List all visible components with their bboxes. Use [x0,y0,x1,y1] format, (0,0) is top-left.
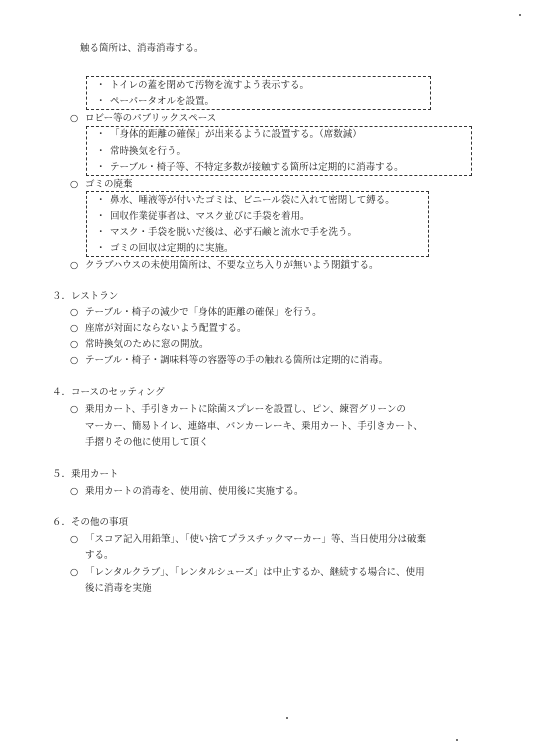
circle-bullet: ○ [70,355,79,366]
list-item-text: 回収作業従事者は、マスク並びに手袋を着用。 [110,211,310,222]
circle-bullet: ○ [70,567,79,578]
list-item-text: 鼻水、唾液等が付いたゴミは、ビニール袋に入れて密閉して縛る。 [110,195,395,206]
bullet: ・ [96,195,106,206]
list-item [70,340,209,350]
paragraph-line: 後に消毒を実施 [85,583,152,594]
paragraph-line [70,405,406,415]
paragraph-line: 手摺りその他に使用して頂く [85,437,209,448]
list-item [96,244,234,254]
garbage-heading [70,180,133,190]
circle-bullet: ○ [70,179,79,190]
paragraph-line [70,568,425,578]
list-item [70,324,247,334]
scan-speck [456,739,458,741]
list-item [96,212,310,222]
bullet: ・ [96,129,106,140]
list-item [70,487,304,497]
paragraph-text: 「スコア記入用鉛筆」、「使い捨てプラスチックマーカー」等、当日使用分は破棄 [85,534,427,545]
list-item-text: 「身体的距離の確保」が出来るように設置する。（席数減） [110,129,362,140]
list-item [96,196,395,206]
list-item-text: テーブル・椅子の減少で「身体的距離の確保」を行う。 [85,307,322,318]
bullet: ・ [96,227,106,238]
paragraph-line: マーカー、簡易トイレ、連絡車、バンカーレーキ、乗用カート、手引きカート、 [85,421,423,432]
list-item-text: トイレの蓋を閉めて汚物を流すよう表示する。 [110,80,310,91]
list-item [70,308,322,318]
list-item [96,81,309,91]
list-item [96,163,404,173]
list-item-text: ペーパータオルを設置。 [110,96,215,107]
clubhouse-line [70,261,378,271]
bullet: ・ [96,146,106,157]
list-item-text: ゴミの回収は定期的に実施。 [110,243,234,254]
circle-bullet: ○ [70,323,79,334]
section-heading-cart: ５．乗用カート [52,469,119,480]
paragraph-text: 乗用カート、手引きカートに除菌スプレーを設置し、ピン、練習グリーンの [85,404,406,415]
bullet: ・ [96,243,106,254]
list-item-text: マスク・手袋を脱いだ後は、必ず石鹸と流水で手を洗う。 [110,227,358,238]
list-item [96,130,362,140]
bullet: ・ [96,96,106,107]
circle-bullet: ○ [70,404,79,415]
list-item [70,356,388,366]
list-item-text: テーブル・椅子・調味料等の容器等の手の触れる箇所は定期的に消毒。 [85,355,389,366]
scan-speck [519,14,521,16]
paragraph-text: 「レンタルクラブ」、「レンタルシューズ」は中止するか、継続する場合に、使用 [85,567,425,578]
paragraph-line [70,535,426,545]
scan-speck [286,717,288,719]
circle-bullet: ○ [70,113,79,124]
bullet: ・ [96,162,106,173]
heading-text: ロビー等のパブリックスペース [85,113,217,124]
paragraph-line: する。 [85,550,114,561]
bullet: ・ [96,80,106,91]
list-item-text: 常時換気のために窓の開放。 [85,339,209,350]
circle-bullet: ○ [70,339,79,350]
list-item-text: テーブル・椅子等、不特定多数が接触する箇所は定期的に消毒する。 [110,162,404,173]
list-item-text: 常時換気を行う。 [110,146,187,157]
circle-bullet: ○ [70,486,79,497]
list-item [96,147,186,157]
bullet: ・ [96,211,106,222]
circle-bullet: ○ [70,534,79,545]
lobby-heading [70,114,216,124]
intro-line: 触る箇所は、消毒消毒する。 [80,43,204,54]
list-item-text: 座席が対面にならないよう配置する。 [85,323,247,334]
circle-bullet: ○ [70,260,79,271]
list-item-text: 乗用カートの消毒を、使用前、使用後に実施する。 [85,486,304,497]
circle-bullet: ○ [70,307,79,318]
list-item [96,228,357,238]
heading-text: ゴミの廃棄 [85,179,133,190]
list-item [96,97,214,107]
section-heading-other: ６．その他の事項 [52,517,129,528]
list-item-text: クラブハウスの未使用箇所は、不要な立ち入りが無いよう閉鎖する。 [85,260,379,271]
section-heading-course: ４．コースのセッティング [52,387,165,398]
section-heading-restaurant: ３．レストラン [52,291,119,302]
